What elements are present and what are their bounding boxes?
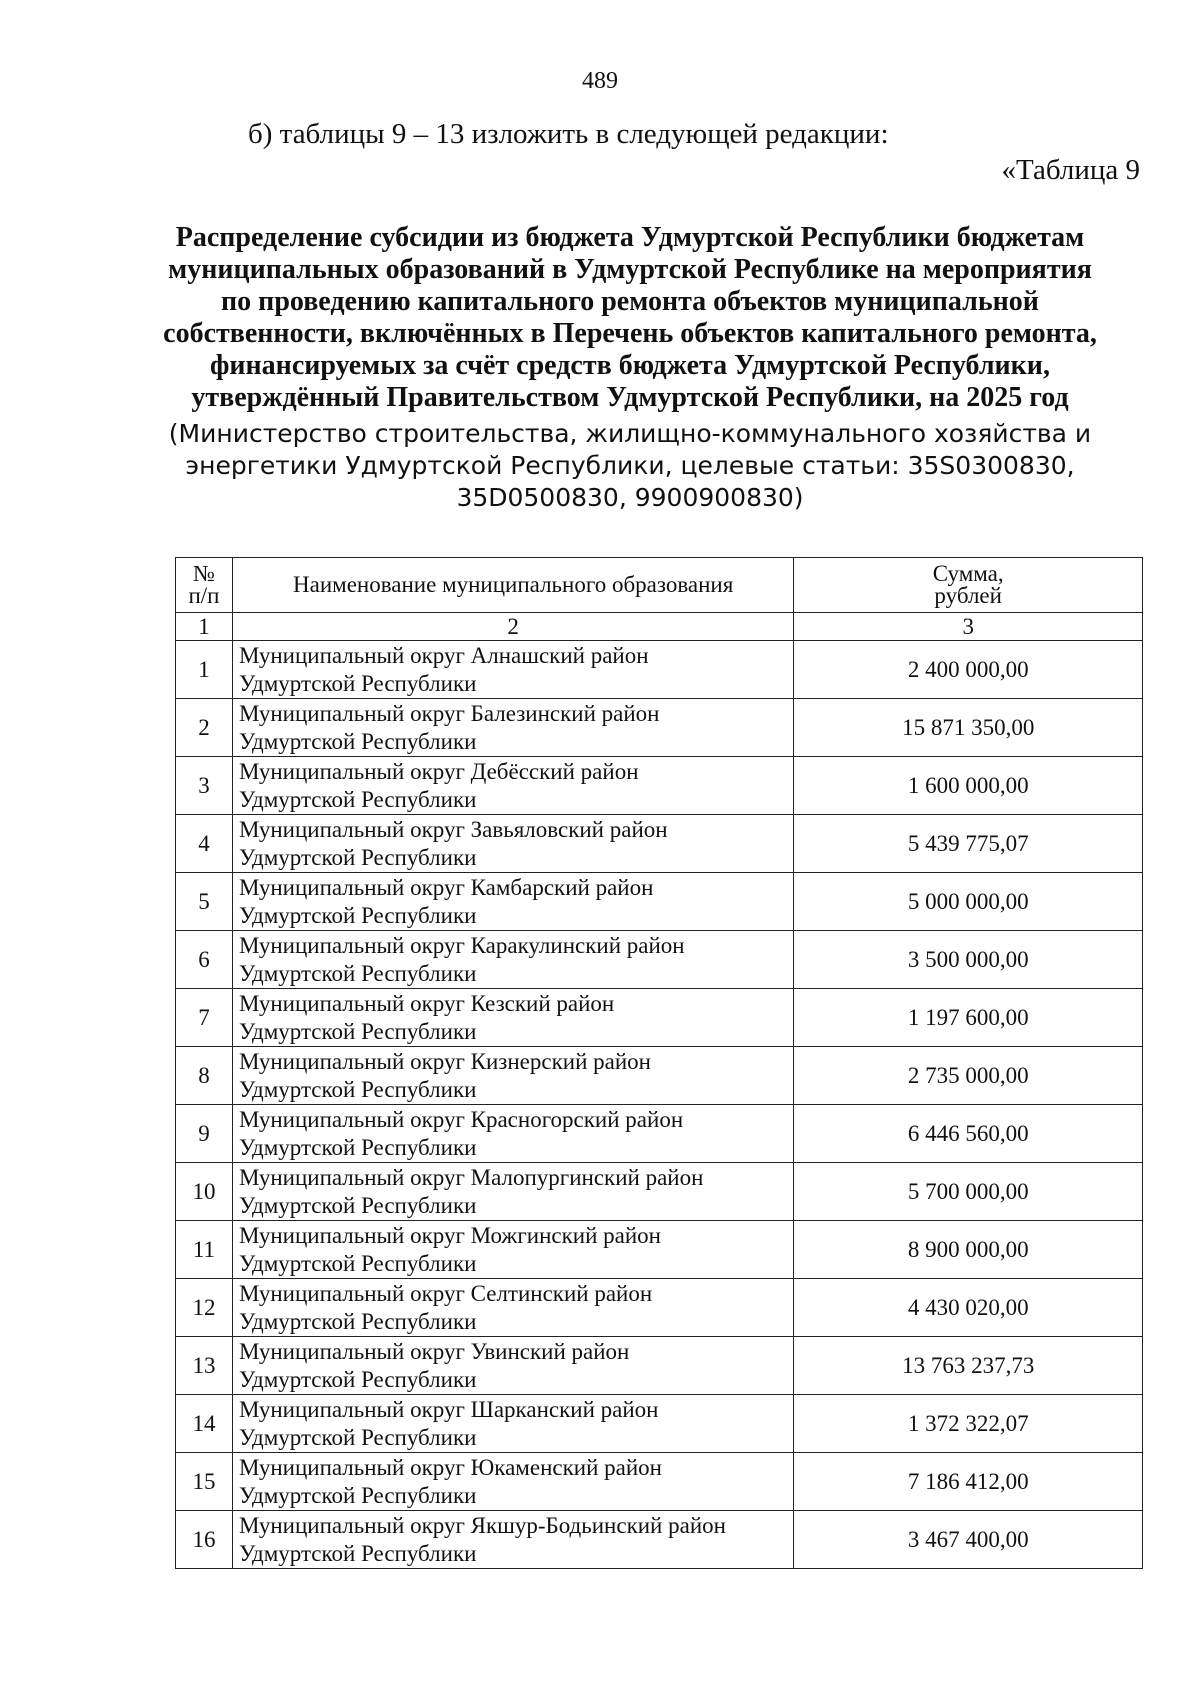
table-header-row [176, 558, 1143, 613]
municipality-line2: Удмуртской Республики [238, 902, 477, 928]
row-sum: 15 871 350,00 [794, 699, 1143, 757]
municipality-line1: Муниципальный округ Кезский район [238, 990, 615, 1016]
title-line: утверждённый Правительством Удмуртской Республики, на 2025 год [191, 382, 1069, 413]
row-municipality [232, 1105, 793, 1163]
municipality-line2: Удмуртской Республики [238, 1076, 477, 1102]
municipality-line1: Муниципальный округ Дебёсский район [238, 758, 639, 784]
row-number: 14 [176, 1395, 233, 1453]
row-municipality [232, 1279, 793, 1337]
row-number: 2 [176, 699, 233, 757]
row-municipality [232, 699, 793, 757]
header-sum [794, 558, 1143, 613]
document-subtitle [150, 418, 1110, 514]
municipality-line2: Удмуртской Республики [238, 844, 477, 870]
row-number: 6 [176, 931, 233, 989]
table-row [176, 873, 1143, 931]
table-row [176, 641, 1143, 699]
row-number: 3 [176, 757, 233, 815]
header-number [176, 558, 233, 613]
municipality-line1: Муниципальный округ Можгинский район [238, 1222, 661, 1248]
table-row [176, 815, 1143, 873]
row-number: 9 [176, 1105, 233, 1163]
row-sum: 2 400 000,00 [794, 641, 1143, 699]
row-municipality [232, 1337, 793, 1395]
table-row [176, 931, 1143, 989]
header-number-line2: п/п [188, 583, 220, 608]
table-row [176, 757, 1143, 815]
intro-text: б) таблицы 9 – 13 изложить в следующей редакции: [248, 118, 889, 150]
municipality-line2: Удмуртской Республики [238, 670, 477, 696]
header-sum-line2: рублей [934, 583, 1002, 608]
row-number: 10 [176, 1163, 233, 1221]
title-line: финансируемых за счёт средств бюджета Удмуртской Республики, [210, 350, 1050, 381]
municipality-line2: Удмуртской Республики [238, 1424, 477, 1450]
row-number: 8 [176, 1047, 233, 1105]
row-municipality [232, 1163, 793, 1221]
row-municipality [232, 815, 793, 873]
table-label: «Таблица 9 [1001, 154, 1140, 186]
row-sum: 3 500 000,00 [794, 931, 1143, 989]
subtitle-line: 35D0500830, 9900900830) [456, 483, 804, 512]
row-number: 5 [176, 873, 233, 931]
row-number: 11 [176, 1221, 233, 1279]
municipality-line1: Муниципальный округ Юкаменский район [238, 1454, 662, 1480]
row-sum: 6 446 560,00 [794, 1105, 1143, 1163]
title-line: муниципальных образований в Удмуртской Республике на мероприятия [168, 254, 1092, 285]
table-row [176, 1221, 1143, 1279]
table-row [176, 1279, 1143, 1337]
row-sum: 1 600 000,00 [794, 757, 1143, 815]
row-number: 7 [176, 989, 233, 1047]
row-number: 4 [176, 815, 233, 873]
municipality-line1: Муниципальный округ Селтинский район [238, 1280, 653, 1306]
row-municipality [232, 1453, 793, 1511]
title-line: собственности, включённых в Перечень объектов капитального ремонта, [163, 318, 1097, 349]
table-row [176, 1105, 1143, 1163]
page-number: 489 [582, 68, 618, 94]
column-number-row [176, 613, 1143, 641]
table-row [176, 1453, 1143, 1511]
header-sum-line1: Сумма, [932, 561, 1004, 586]
row-sum: 5 439 775,07 [794, 815, 1143, 873]
municipality-line1: Муниципальный округ Увинский район [238, 1338, 630, 1364]
title-line: по проведению капитального ремонта объектов муниципальной [221, 286, 1039, 317]
row-sum: 13 763 237,73 [794, 1337, 1143, 1395]
row-municipality [232, 1047, 793, 1105]
municipality-line1: Муниципальный округ Камбарский район [238, 874, 654, 900]
title-line: Распределение субсидии из бюджета Удмуртской Республики бюджетам [175, 222, 1085, 253]
document-title [150, 222, 1110, 414]
row-number: 12 [176, 1279, 233, 1337]
municipality-line1: Муниципальный округ Красногорский район [238, 1106, 684, 1132]
table-row [176, 1511, 1143, 1569]
table-body [176, 641, 1143, 1569]
row-municipality [232, 757, 793, 815]
municipality-line1: Муниципальный округ Алнашский район [238, 642, 649, 668]
row-number: 13 [176, 1337, 233, 1395]
municipality-line1: Муниципальный округ Завьяловский район [238, 816, 668, 842]
table-row [176, 989, 1143, 1047]
row-sum: 3 467 400,00 [794, 1511, 1143, 1569]
column-number-3: 3 [794, 613, 1143, 641]
municipality-line2: Удмуртской Республики [238, 1134, 477, 1160]
subsidy-table [175, 557, 1143, 1569]
municipality-line2: Удмуртской Республики [238, 1308, 477, 1334]
row-sum: 5 000 000,00 [794, 873, 1143, 931]
row-sum: 8 900 000,00 [794, 1221, 1143, 1279]
row-municipality [232, 873, 793, 931]
municipality-line1: Муниципальный округ Кизнерский район [238, 1048, 651, 1074]
municipality-line1: Муниципальный округ Балезинский район [238, 700, 660, 726]
municipality-line1: Муниципальный округ Шарканский район [238, 1396, 659, 1422]
row-sum: 7 186 412,00 [794, 1453, 1143, 1511]
header-name: Наименование муниципального образования [232, 558, 793, 613]
table-row [176, 1337, 1143, 1395]
row-sum: 5 700 000,00 [794, 1163, 1143, 1221]
table-row [176, 1163, 1143, 1221]
row-municipality [232, 1395, 793, 1453]
municipality-line1: Муниципальный округ Малопургинский район [238, 1164, 704, 1190]
header-number-line1: № [193, 561, 215, 586]
column-number-1: 1 [176, 613, 233, 641]
subtitle-line: (Министерство строительства, жилищно-коммунального хозяйства и [168, 419, 1092, 448]
row-municipality [232, 1221, 793, 1279]
row-number: 15 [176, 1453, 233, 1511]
row-municipality [232, 931, 793, 989]
column-number-2: 2 [232, 613, 793, 641]
row-sum: 1 372 322,07 [794, 1395, 1143, 1453]
municipality-line2: Удмуртской Республики [238, 1250, 477, 1276]
municipality-line2: Удмуртской Республики [238, 1192, 477, 1218]
row-municipality [232, 641, 793, 699]
row-sum: 4 430 020,00 [794, 1279, 1143, 1337]
row-municipality [232, 1511, 793, 1569]
row-number: 1 [176, 641, 233, 699]
row-sum: 2 735 000,00 [794, 1047, 1143, 1105]
municipality-line1: Муниципальный округ Каракулинский район [238, 932, 685, 958]
municipality-line1: Муниципальный округ Якшур-Бодьинский район [238, 1512, 726, 1538]
municipality-line2: Удмуртской Республики [238, 728, 477, 754]
municipality-line2: Удмуртской Республики [238, 1018, 477, 1044]
row-number: 16 [176, 1511, 233, 1569]
table-row [176, 1395, 1143, 1453]
municipality-line2: Удмуртской Республики [238, 960, 477, 986]
municipality-line2: Удмуртской Республики [238, 786, 477, 812]
municipality-line2: Удмуртской Республики [238, 1482, 477, 1508]
subtitle-line: энергетики Удмуртской Республики, целевые статьи: 35S0300830, [185, 451, 1075, 480]
municipality-line2: Удмуртской Республики [238, 1366, 477, 1392]
table-row [176, 699, 1143, 757]
row-municipality [232, 989, 793, 1047]
municipality-line2: Удмуртской Республики [238, 1540, 477, 1566]
table-row [176, 1047, 1143, 1105]
row-sum: 1 197 600,00 [794, 989, 1143, 1047]
